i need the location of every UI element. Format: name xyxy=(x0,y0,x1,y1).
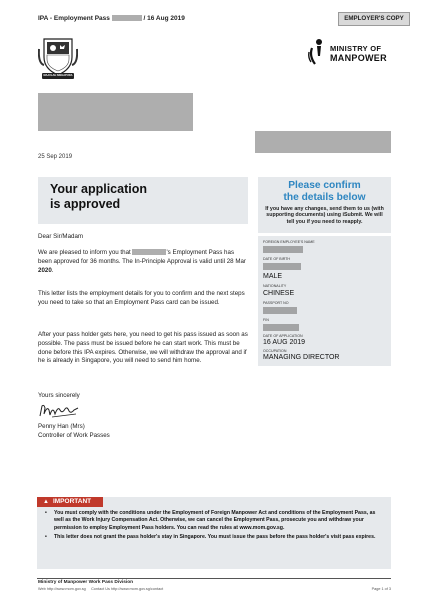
passport-label: PASSPORT NO xyxy=(263,301,289,305)
ministry-of-manpower-logo xyxy=(307,38,327,66)
confirm-note: If you have any changes, send them to us (with supporting documents) using iSubmit. We will tell you if you need to reapply. xyxy=(265,206,384,225)
important-list xyxy=(45,510,385,543)
paragraph-approval: We are pleased to inform you that 's Employment Pass has been approved for 36 months. The In-Principle Approval is valid until 28 Mar 2020. xyxy=(38,249,246,274)
footer-divider xyxy=(37,578,391,579)
ministry-name-line2: MANPOWER xyxy=(330,52,387,63)
redacted-fin-value xyxy=(263,324,299,331)
paragraph-approval-start: We are pleased to inform you that xyxy=(38,249,131,256)
footer-division: Ministry of Manpower Work Pass Division xyxy=(38,580,134,585)
confirm-heading-line2: the details below xyxy=(283,192,366,203)
approval-heading-line2: is approved xyxy=(50,197,121,211)
document-reference xyxy=(38,15,185,22)
occupation-label: OCCUPATION xyxy=(263,349,287,353)
copy-badge: EMPLOYER'S COPY xyxy=(338,12,410,26)
web-label: Web xyxy=(38,587,46,591)
document-title: IPA - Employment Pass xyxy=(38,15,110,22)
redacted-address-block xyxy=(255,131,391,153)
signature-image xyxy=(38,402,82,420)
approval-heading-box xyxy=(38,177,248,224)
contact-label: Contact Us xyxy=(91,587,110,591)
important-label xyxy=(37,497,103,507)
nationality-value: CHINESE xyxy=(263,290,295,297)
confirm-details-box xyxy=(258,177,391,233)
ipa-expiry-year: 2020 xyxy=(38,266,52,274)
web-link[interactable]: http://www.mom.gov.sg xyxy=(46,587,86,591)
important-item xyxy=(45,510,385,532)
bullet-icon: • xyxy=(45,533,47,540)
ministry-name xyxy=(330,45,387,62)
redacted-employee-name-value xyxy=(263,246,303,253)
approval-heading-line1: Your application xyxy=(50,182,147,196)
signer-title: Controller of Work Passes xyxy=(38,431,110,439)
redacted-address-block xyxy=(38,93,193,131)
paragraph-details: This letter lists the employment details for you to confirm and the next steps you need to take so that an Employment Pass card can be issued. xyxy=(38,290,245,306)
ministry-name-line1: MINISTRY OF xyxy=(330,44,382,53)
page-number: Page 1 of 3 xyxy=(371,587,391,591)
paragraph-next-steps: After your pass holder gets here, you need to get his pass issued as soon as possible. The pass must be issued before he can start work. This must be done before this IPA expires. Otherwise, we will withdraw the approval and if he is already in Singapore, you will need to send him home. xyxy=(38,331,248,365)
nationality-label: NATIONALITY xyxy=(263,284,287,288)
signer-name: Penny Han (Mrs) xyxy=(38,423,85,430)
important-label-text: IMPORTANT xyxy=(52,498,92,505)
important-item xyxy=(45,534,385,541)
closing: Yours sincerely xyxy=(38,392,80,399)
redacted-dob-value xyxy=(263,263,301,270)
fin-label: FIN xyxy=(263,318,269,322)
application-date-label: DATE OF APPLICATION xyxy=(263,334,303,338)
employee-details-panel xyxy=(258,236,391,366)
salutation: Dear Sir/Madam xyxy=(38,233,84,240)
redacted-employee-name xyxy=(132,249,166,255)
approval-heading xyxy=(50,182,147,212)
letter-date: 25 Sep 2019 xyxy=(38,154,73,160)
application-date-value: 16 AUG 2019 xyxy=(263,339,306,346)
sex-value: MALE xyxy=(263,273,283,280)
warning-icon: ▲ xyxy=(43,499,49,505)
dob-label: DATE OF BIRTH xyxy=(263,257,291,261)
redacted-passport-value xyxy=(263,307,297,314)
footer-contacts xyxy=(38,587,163,591)
important-item-text: You must comply with the conditions under the Employment of Foreign Manpower Act and conditions of the Employment Pass, as well as the Work Injury Compensation Act. Otherwise, we can cancel the Employment Pass, prosecute you and withdraw your permission to employ Employment Pass holders. You can read the rules at www.mom.gov.sg. xyxy=(54,510,376,531)
paragraph-approval-rest: 's Employment Pass has been approved for 36 months. The In-Principle Approval is valid until 28 Mar xyxy=(38,249,246,265)
confirm-heading xyxy=(258,180,391,204)
confirm-heading-line1: Please confirm xyxy=(288,180,361,191)
occupation-value: MANAGING DIRECTOR xyxy=(263,354,340,361)
redacted-reference xyxy=(112,15,142,21)
crest-caption: MAJULAH SINGAPURA xyxy=(43,74,73,77)
employee-name-label: FOREIGN EMPLOYEE'S NAME xyxy=(263,240,315,244)
important-notice xyxy=(37,497,391,569)
signer-block xyxy=(38,423,248,441)
contact-link[interactable]: http://www.mom.gov.sg/contact xyxy=(110,587,164,591)
important-item-text: This letter does not grant the pass holder's stay in Singapore. You must issue the pass before the pass holder's visit pass expires. xyxy=(54,533,376,540)
document-date: / 16 Aug 2019 xyxy=(143,15,185,22)
bullet-icon: • xyxy=(45,510,47,516)
